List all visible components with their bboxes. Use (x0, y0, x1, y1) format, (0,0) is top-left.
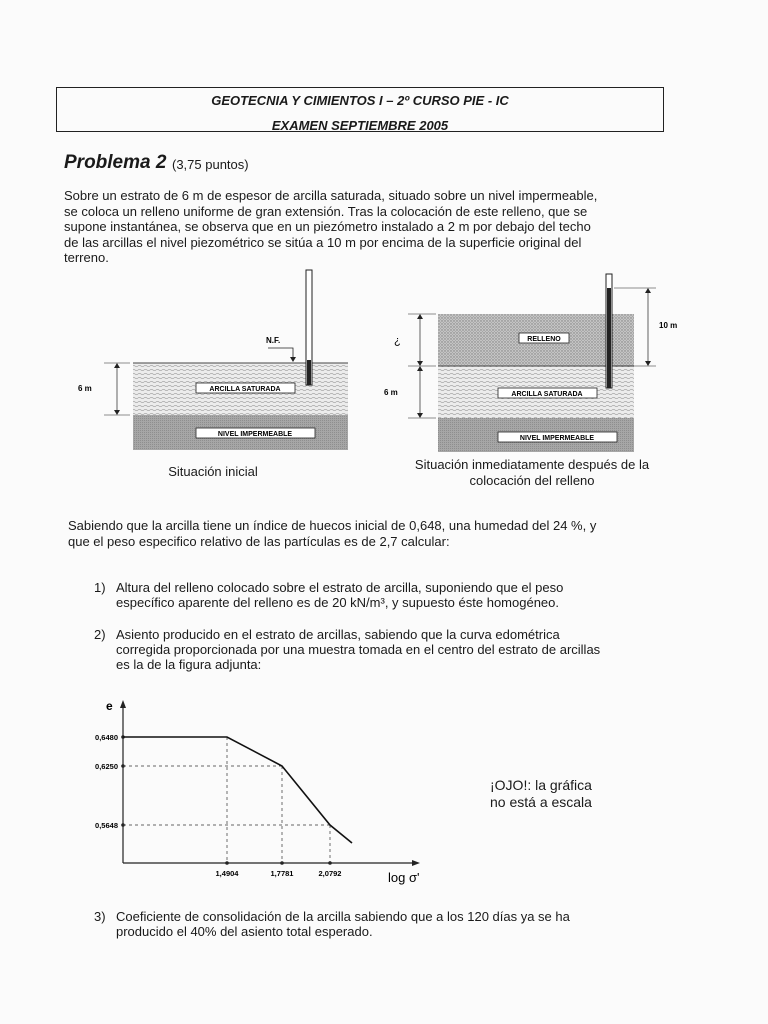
y-axis-arrow (120, 700, 126, 708)
x-tick-label: 2,0792 (318, 869, 342, 878)
water-table-arrow (268, 348, 293, 360)
oedometer-curve-chart (60, 690, 440, 890)
piezometer-water (607, 288, 611, 388)
data-line: que el peso especifico relativo de las partículas es de 2,7 calcular: (68, 533, 450, 549)
data-paragraph (68, 518, 708, 549)
exam-title: EXAMEN SEPTIEMBRE 2005 (271, 118, 449, 133)
caption-initial: Situación inicial (168, 464, 258, 479)
y-tick-label: 0,6250 (95, 762, 118, 771)
piezometer-water (307, 360, 311, 385)
intro-line: terreno. (64, 250, 109, 265)
note-line: ¡OJO!: la gráfica (490, 777, 592, 793)
figure-initial (78, 270, 348, 450)
caption-after-fill (392, 457, 672, 489)
question-line: Coeficiente de consolidación de la arcilla sabiendo que a los 120 días ya se ha (116, 909, 570, 924)
exam-header (56, 87, 664, 132)
impermeable-label: NIVEL IMPERMEABLE (519, 435, 595, 442)
question-number: 2) (94, 627, 106, 642)
intro-line: de las arcillas el nivel piezométrico se sitúa a 10 m por encima de la superficie original del (64, 234, 582, 250)
x-axis-label: log σ' (388, 870, 420, 885)
figure-after-fill (384, 274, 677, 452)
impermeable-label: NIVEL IMPERMEABLE (217, 431, 293, 438)
compression-curve (123, 737, 352, 843)
note-line: no está a escala (490, 794, 592, 810)
problem-title: Problema 2 (64, 152, 167, 173)
intro-line: Sobre un estrato de 6 m de espesor de arcilla saturada, situado sobre un nivel impermeable, (64, 188, 598, 203)
intro-line: supone instantánea, se observa que en un piezómetro instalado a 2 m por debajo del techo (64, 219, 591, 234)
question-number: 3) (94, 909, 106, 924)
question-line: específico aparente del relleno es de 20 kN/m³, y supuesto éste homogéneo. (116, 595, 559, 610)
clay-label: ARCILLA SATURADA (511, 391, 583, 398)
question-line: corregida proporcionada por una muestra tomada en el centro del estrato de arcillas (116, 642, 601, 657)
x-axis-arrow (412, 860, 420, 866)
question-2 (116, 627, 676, 672)
problem-points: (3,75 puntos) (172, 157, 249, 172)
question-1 (116, 580, 676, 610)
question-line: Altura del relleno colocado sobre el estrato de arcilla, suponiendo que el peso (116, 580, 564, 595)
y-axis-label: e (106, 699, 113, 713)
water-table-label: N.F. (266, 336, 281, 345)
caption-line: Situación inmediatamente después de la (414, 457, 650, 472)
question-number: 1) (94, 580, 106, 595)
x-tick-label: 1,7781 (270, 869, 294, 878)
thickness-label: 6 m (384, 388, 398, 397)
clay-label: ARCILLA SATURADA (209, 386, 281, 393)
question-line: producido el 40% del asiento total esperado. (116, 924, 373, 939)
caption-line: colocación del relleno (469, 473, 595, 488)
thickness-label: 6 m (78, 384, 92, 393)
scale-note (490, 777, 592, 811)
y-tick-label: 0,6480 (95, 733, 118, 742)
fill-label: RELLENO (527, 336, 561, 343)
unknown-height-label: ¿ (394, 335, 401, 347)
intro-line: se coloca un relleno uniforme de gran extensión. Tras la colocación de este relleno, que se (64, 203, 588, 219)
x-tick-label: 1,4904 (215, 869, 239, 878)
question-line: Asiento producido en el estrato de arcillas, sabiendo que la curva edométrica (116, 627, 560, 642)
course-title: GEOTECNIA Y CIMIENTOS I – 2º CURSO PIE - IC (211, 93, 509, 108)
data-line: Sabiendo que la arcilla tiene un índice de huecos inicial de 0,648, una humedad del 24 %, y (68, 518, 597, 533)
head-label: 10 m (659, 321, 678, 330)
intro-paragraph (64, 188, 704, 266)
question-line: es la de la figura adjunta: (116, 657, 262, 672)
question-3 (116, 909, 676, 939)
y-tick-label: 0,5648 (95, 821, 118, 830)
